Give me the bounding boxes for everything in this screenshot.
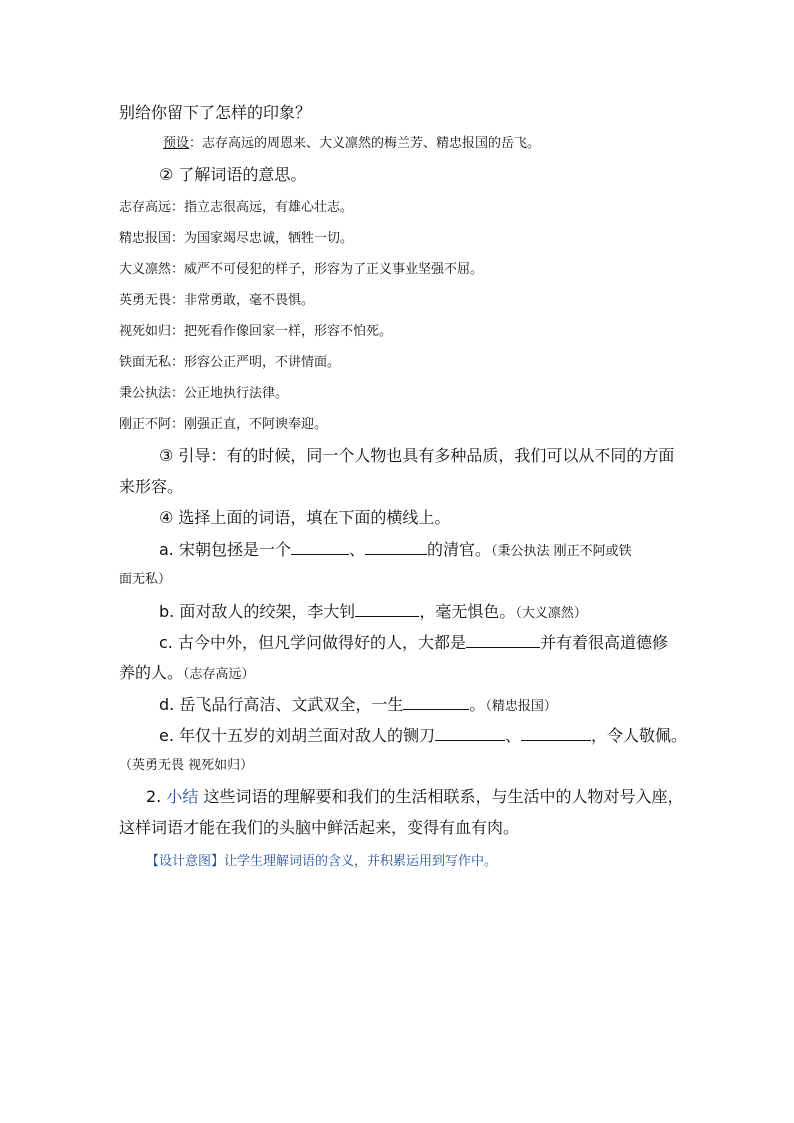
step-3-line-1: ③ 引导：有的时候，同一个人物也具有多种品质，我们可以从不同的方面 (159, 446, 675, 465)
exercise-c (159, 632, 668, 653)
exercise-d-answer: （精忠报国） (485, 699, 557, 714)
step-3-line-2: 来形容。 (119, 477, 184, 496)
definition-item: 铁面无私：形容公正严明，不讲情面。 (119, 355, 341, 370)
exercise-e-suffix: ，令人敬佩。 (591, 726, 688, 745)
exercise-a-text: a. 宋朝包拯是一个 (159, 540, 291, 559)
intro-question: 别给你留下了怎样的印象？ (119, 103, 312, 122)
exercise-d-suffix: 。 (469, 695, 486, 714)
fill-blank[interactable] (435, 725, 505, 741)
definition-item: 大义凛然：威严不可侵犯的样子，形容为了正义事业坚强不屈。 (119, 262, 484, 277)
definition-item: 秉公执法：公正地执行法律。 (119, 386, 289, 401)
exercise-c-text-2: 养的人。 (119, 663, 184, 682)
definition-item: 刚正不阿：刚强正直，不阿谀奉迎。 (119, 417, 328, 432)
definition-item: 英勇无畏：非常勇敢，毫不畏惧。 (119, 293, 315, 308)
definition-item: 志存高远：指立志很高远，有雄心壮志。 (119, 200, 354, 215)
definition-item: 精忠报国：为国家竭尽忠诚，牺牲一切。 (119, 231, 354, 246)
summary-text: 这些词语的理解要和我们的生活相联系，与生活中的人物对号入座， (203, 787, 684, 806)
separator: 、 (505, 726, 522, 745)
summary-number: 2. (146, 787, 162, 806)
exercise-b-suffix: ，毫无惧色。 (419, 602, 516, 621)
fill-blank[interactable] (403, 694, 469, 710)
definition-item: 视死如归：把死看作像回家一样，形容不怕死。 (119, 324, 393, 339)
preset-line (163, 134, 540, 154)
exercise-e (159, 725, 687, 746)
fill-blank[interactable] (365, 539, 427, 555)
exercise-c-suffix: 并有着很高道德修 (539, 633, 668, 652)
summary-label: 小结 (166, 787, 199, 806)
fill-blank[interactable] (355, 601, 419, 617)
exercise-c-answer: （志存高远） (183, 667, 255, 682)
exercise-b-text: b. 面对敌人的绞架，李大钊 (159, 602, 356, 621)
exercise-a-suffix: 的清官。 (427, 540, 492, 559)
exercise-d-text: d. 岳飞品行高洁、文武双全，一生 (159, 695, 404, 714)
exercise-e-text: e. 年仅十五岁的刘胡兰面对敌人的铡刀 (159, 726, 436, 745)
fill-blank[interactable] (291, 539, 349, 555)
fill-blank[interactable] (521, 725, 591, 741)
exercise-a (159, 539, 632, 562)
exercise-d (159, 694, 557, 717)
exercise-a-answer: （秉公执法 刚正不阿或铁 (491, 544, 632, 559)
summary-line-2: 这样词语才能在我们的头脑中鲜活起来，变得有血有肉。 (119, 818, 520, 837)
fill-blank[interactable] (466, 632, 540, 648)
preset-text: ：志存高远的周恩来、大义凛然的梅兰芳、精忠报国的岳飞。 (189, 136, 541, 151)
exercise-a-answer-cont: 面无私） (119, 572, 172, 587)
exercise-b (159, 601, 587, 624)
preset-label: 预设 (163, 136, 190, 151)
exercise-b-answer: （大义凛然） (515, 606, 587, 621)
design-intent: 【设计意图】让学生理解词语的含义，并积累运用到写作中。 (146, 854, 498, 869)
exercise-e-answer: （英勇无畏 视死如归） (119, 758, 254, 773)
exercise-c-text: c. 古今中外，但凡学问做得好的人，大都是 (159, 633, 466, 652)
separator: 、 (348, 540, 365, 559)
step-2-heading: ② 了解词语的意思。 (159, 165, 307, 184)
exercise-c-cont (119, 663, 255, 685)
step-4-heading: ④ 选择上面的词语，填在下面的横线上。 (159, 508, 451, 527)
summary-line-1 (146, 787, 683, 807)
